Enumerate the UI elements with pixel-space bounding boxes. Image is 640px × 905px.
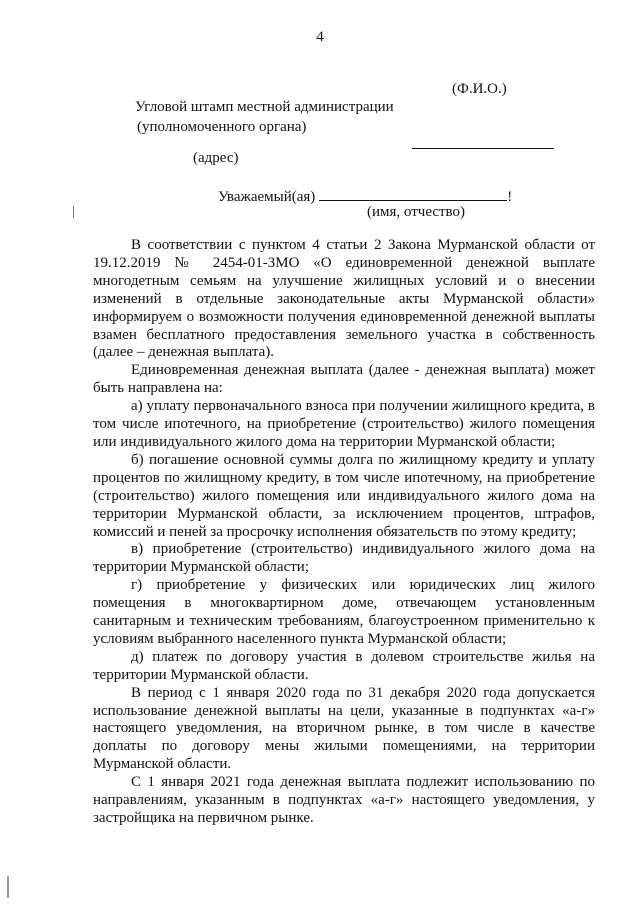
- page-number: 4: [316, 29, 324, 45]
- paragraph-from-2021: С 1 января 2021 года денежная выплата подлежит использованию по направлениям, указанным в подпунктах «а-г» настоящего уведомления, у застройщика на первичном рынке.: [93, 774, 595, 826]
- greeting-line: [218, 186, 512, 207]
- document-body: [93, 237, 595, 828]
- corner-stamp-title: Угловой штамп местной администрации: [135, 99, 394, 115]
- name-blank-line: [319, 186, 507, 201]
- margin-mark: [73, 206, 74, 218]
- greeting-exclamation: !: [507, 189, 513, 205]
- list-item-b: б) погашение основной суммы долга по жилищному кредиту и уплату процентов по жилищному кредиту, в том числе ипотечному, на приобретение (строительство) жилого помещения или индивидуального жилого дома на территории Мурманской области, за исключением процентов, штрафов, комиссий и пеней за просрочку исполнения обязательств по этому кредиту;: [93, 451, 595, 540]
- name-caption: (имя, отчество): [367, 204, 466, 220]
- greeting-text: Уважаемый(ая): [218, 189, 316, 205]
- address-blank-line: [412, 148, 554, 149]
- scan-edge-mark: [7, 876, 9, 898]
- list-item-g: г) приобретение у физических или юридических лиц жилого помещения в многоквартирном доме, отвечающем установленным санитарным и техническим требованиям, благоустроенном применительно к условиям выбранного населенного пункта Мурманской области;: [93, 577, 595, 647]
- list-item-v: в) приобретение (строительство) индивидуального жилого дома на территории Мурманской области;: [93, 541, 595, 576]
- paragraph-intro: В соответствии с пунктом 4 статьи 2 Закона Мурманской области от 19.12.2019 № 2454-01-ЗМО «О единовременной денежной выплате многодетным семьям на улучшение жилищных условий и о внесении изменений в отдельные законодательные акты Мурманской области» информируем о возможности получения единовременной денежной выплаты взамен бесплатного предоставления земельного участка в собственность (далее – денежная выплата).: [93, 237, 595, 361]
- paragraph-purposes: Единовременная денежная выплата (далее - денежная выплата) может быть направлена на:: [93, 362, 595, 397]
- paragraph-period-2020: В период с 1 января 2020 года по 31 декабря 2020 года допускается использование денежной выплаты на цели, указанные в подпунктах «а-г» настоящего уведомления, на вторичном рынке, в том числе в качестве доплаты по договору мены жилыми помещениями, на территории Мурманской области.: [93, 684, 595, 773]
- list-item-d: д) платеж по договору участия в долевом строительстве жилья на территории Мурманской области.: [93, 648, 595, 683]
- fio-label: (Ф.И.О.): [452, 81, 507, 97]
- corner-stamp-subtitle: (уполномоченного органа): [137, 119, 307, 135]
- list-item-a: а) уплату первоначального взноса при получении жилищного кредита, в том числе ипотечного, на приобретение (строительство) жилого помещения или индивидуального жилого дома на территории Мурманской области;: [93, 398, 595, 450]
- address-label: (адрес): [193, 150, 239, 166]
